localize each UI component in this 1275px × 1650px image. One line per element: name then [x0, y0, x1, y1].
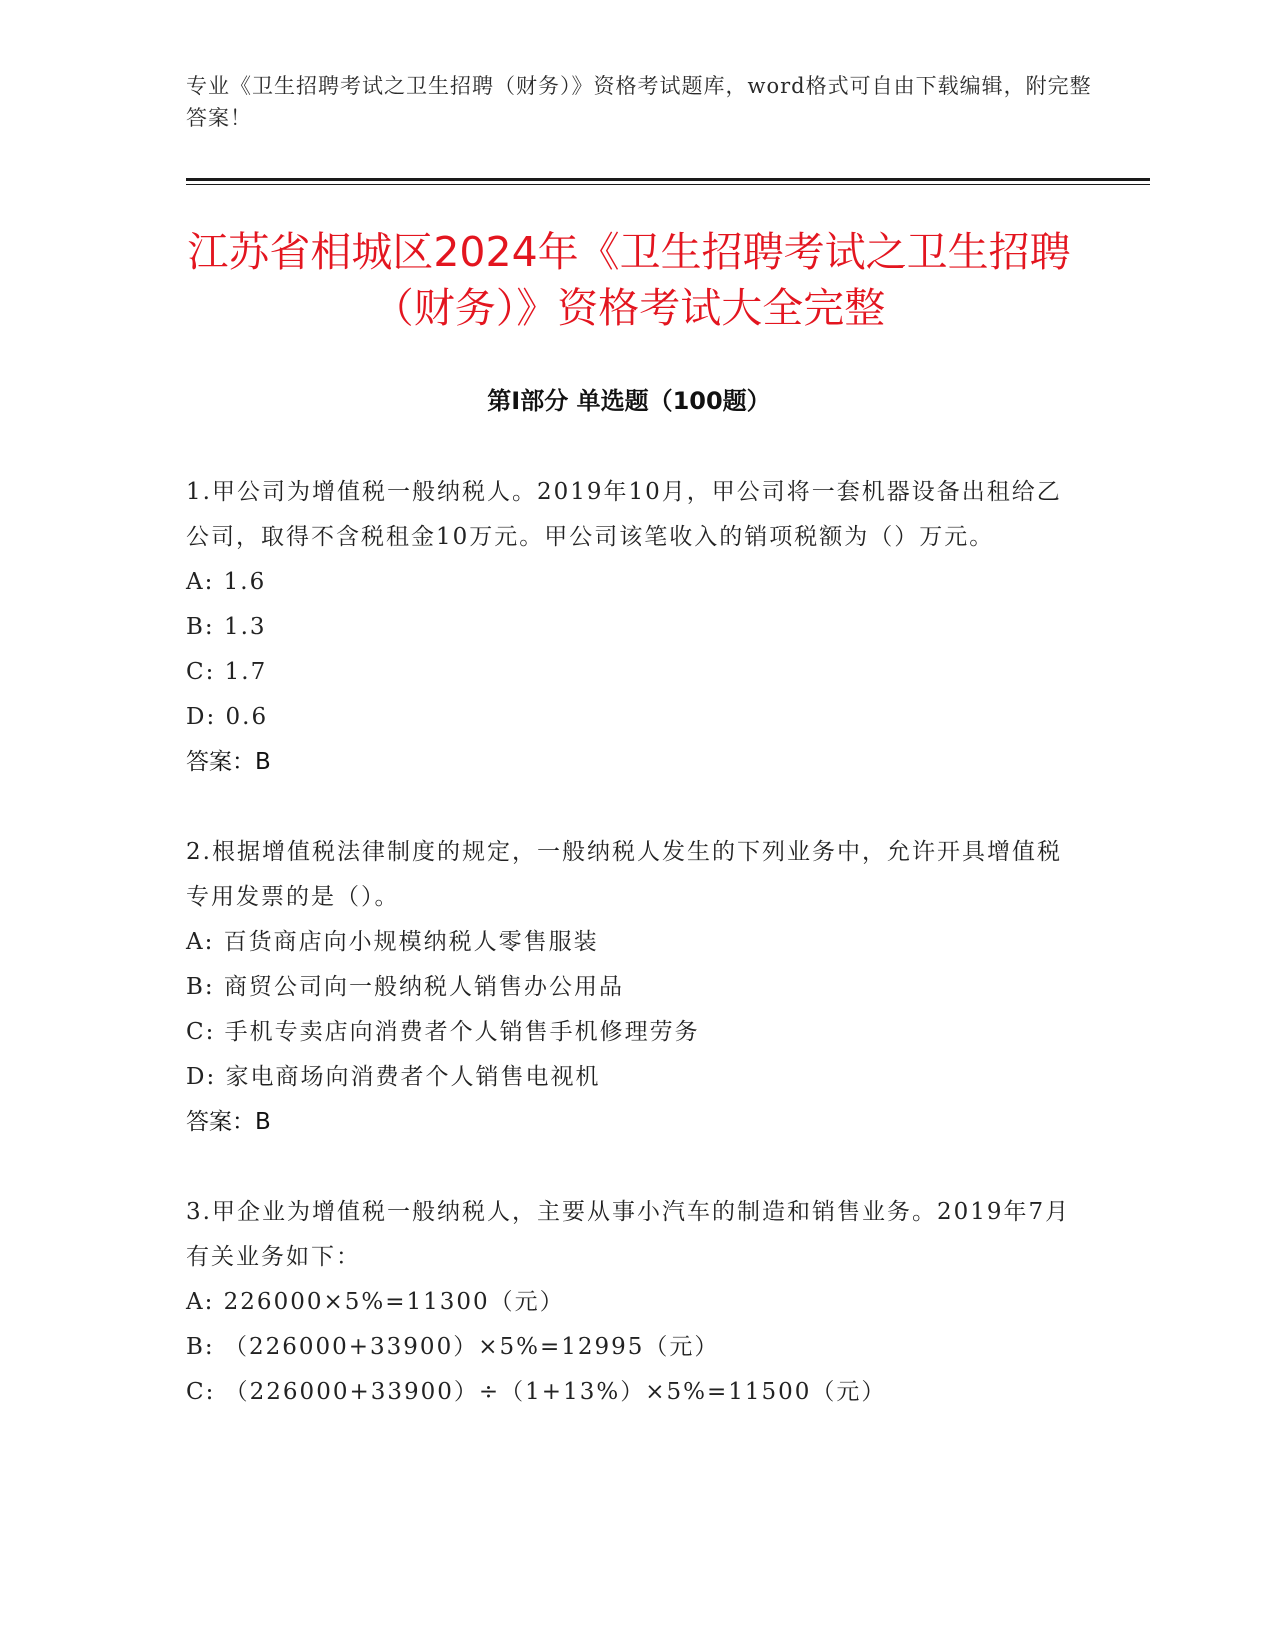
- option-d: D: 0.6: [186, 704, 269, 730]
- answer-line: 答案：B: [186, 749, 271, 775]
- option-c: C: （226000+33900）÷（1+13%）×5%=11500（元）: [186, 1379, 887, 1405]
- question-2: [186, 830, 1086, 1145]
- option-a: A: 百货商店向小规模纳税人零售服装: [186, 929, 599, 955]
- option-b: B: 商贸公司向一般纳税人销售办公用品: [186, 974, 624, 1000]
- question-stem: 2.根据增值税法律制度的规定，一般纳税人发生的下列业务中，允许开具增值税专用发票的是（）。: [186, 839, 1062, 910]
- option-d: D: 家电商场向消费者个人销售电视机: [186, 1064, 601, 1090]
- document-page: [186, 0, 1156, 1650]
- document-title: 江苏省相城区2024年《卫生招聘考试之卫生招聘（财务）》资格考试大全完整: [187, 228, 1071, 332]
- question-list: [186, 470, 1086, 1460]
- answer-line: 答案：B: [186, 1109, 271, 1135]
- header-divider-thin: [186, 184, 1150, 185]
- question-3: [186, 1190, 1086, 1415]
- option-b: B: （226000+33900）×5%=12995（元）: [186, 1334, 720, 1360]
- question-1: [186, 470, 1086, 785]
- section-heading: 第Ⅰ部分 单选题（100题）: [487, 387, 771, 415]
- option-b: B: 1.3: [186, 614, 267, 640]
- option-a: A: 226000×5%=11300（元）: [186, 1289, 565, 1315]
- option-c: C: 1.7: [186, 659, 268, 685]
- question-stem: 3.甲企业为增值税一般纳税人，主要从事小汽车的制造和销售业务。2019年7月有关业务如下：: [186, 1199, 1071, 1270]
- option-c: C: 手机专卖店向消费者个人销售手机修理劳务: [186, 1019, 700, 1045]
- header-note: 专业《卫生招聘考试之卫生招聘（财务）》资格考试题库，word格式可自由下载编辑，附完整答案！: [186, 74, 1092, 130]
- header-divider-thick: [186, 178, 1150, 181]
- option-a: A: 1.6: [186, 569, 267, 595]
- question-stem: 1.甲公司为增值税一般纳税人。2019年10月，甲公司将一套机器设备出租给乙公司，取得不含税租金10万元。甲公司该笔收入的销项税额为（）万元。: [186, 479, 1062, 550]
